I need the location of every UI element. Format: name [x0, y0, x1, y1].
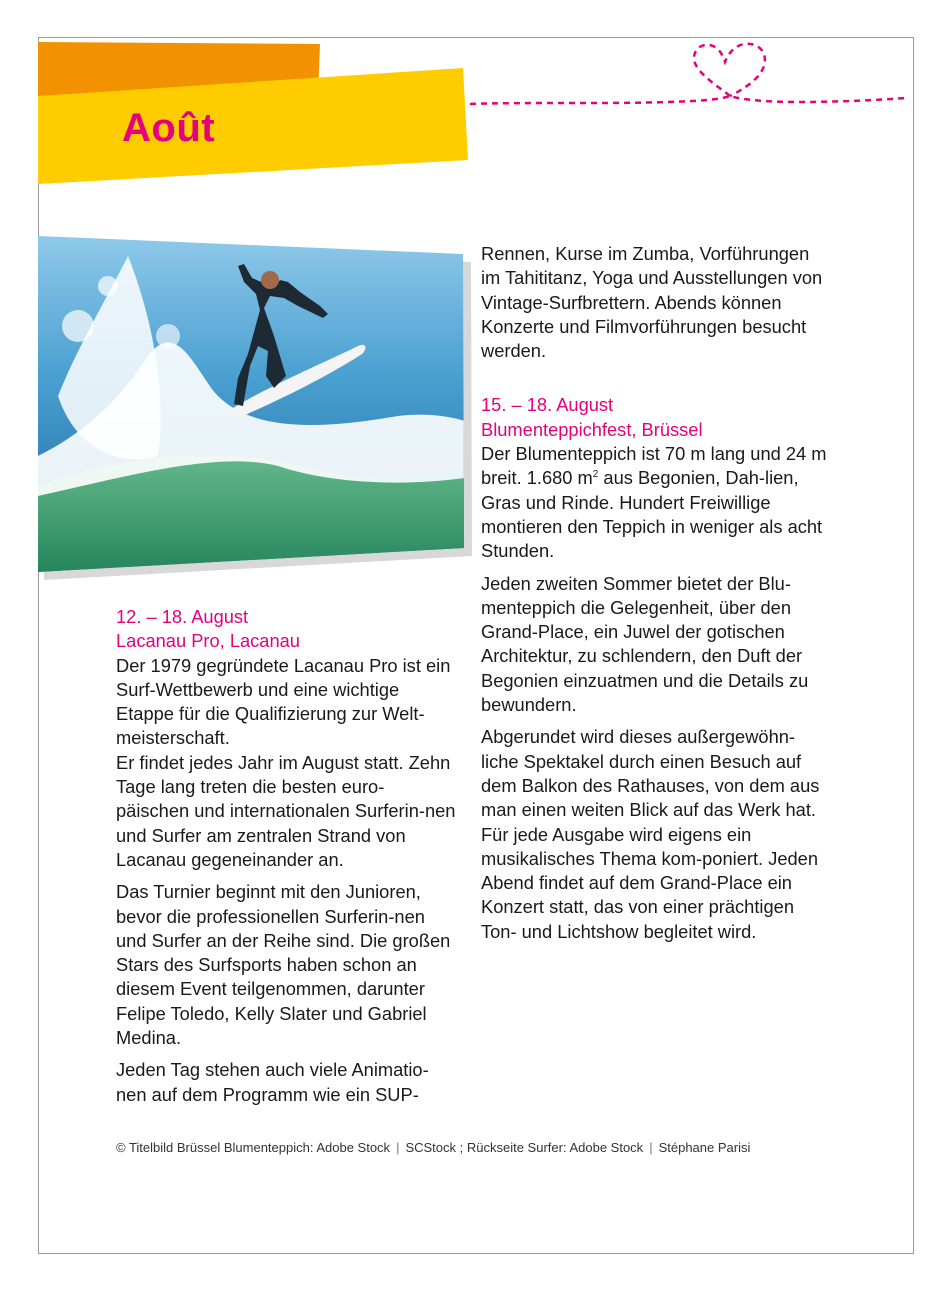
event-title: Lacanau Pro, Lacanau	[116, 630, 300, 652]
dashed-line	[470, 96, 906, 104]
photo-credits	[116, 1140, 750, 1155]
heart-icon	[694, 44, 765, 96]
paragraph: Das Turnier beginnt mit den Junioren, bevor die professionellen Surferin-nen und Surfer an der Reihe sind. Die großen Stars des Surfsports haben schon an diesem Event teilgenommen, darunter Felipe Toledo, Kelly Slater und Gabriel Medina.	[116, 881, 451, 1049]
paragraph: Rennen, Kurse im Zumba, Vorführungen im Tahititanz, Yoga und Ausstellungen von Vintage-Surfbrettern. Abends können Konzerte und Filmvorführungen besucht werden.	[481, 243, 823, 362]
credit-text: SCStock ; Rückseite Surfer: Adobe Stock	[405, 1140, 644, 1155]
credit-text: © Titelbild Brüssel Blumenteppich: Adobe Stock	[116, 1140, 391, 1155]
dashed-heart-ornament	[468, 38, 908, 118]
separator: |	[649, 1140, 653, 1155]
left-column	[116, 605, 456, 1115]
surfer-photo	[38, 236, 478, 586]
separator: |	[396, 1140, 400, 1155]
paragraph: Er findet jedes Jahr im August statt. Zehn Tage lang treten die besten euro-päischen und internationalen Surferin-nen und Surfer am zentralen Strand von Lacanau gegeneinander an.	[116, 751, 456, 870]
month-title: Août	[122, 106, 216, 150]
event-title: Blumenteppichfest, Brüssel	[481, 418, 703, 440]
paragraph: Der Blumenteppich ist 70 m lang und 24 m breit. 1.680 $m^2$ aus Begonien, Dah-lien, Gras und Rinde. Hundert Freiwillige montieren den Teppich in weniger als acht Stunden.	[481, 443, 827, 562]
title-banner	[38, 38, 478, 198]
superscript: 2	[592, 469, 599, 481]
paragraph: Jeden Tag stehen auch viele Animatio-nen auf dem Programm wie ein SUP-	[116, 1059, 429, 1105]
paragraph: Abgerundet wird dieses außergewöhn-liche Spektakel durch einen Besuch auf dem Balkon des Rathauses, von dem aus man einen weiten Blick auf das Werk hat. Für jede Ausgabe wird eigens ein musikalisches Thema kom-poniert. Jeden Abend findet auf dem Grand-Place ein Konzert statt, das von einer prächtigen Ton- und Lichtshow begleitet wird.	[481, 726, 820, 942]
event-date: 12. – 18. August	[116, 606, 249, 627]
paragraph: Der 1979 gegründete Lacanau Pro ist ein Surf-Wettbewerb und eine wichtige Etappe für die Qualifizierung zur Welt-meisterschaft.	[116, 654, 451, 749]
paragraph: Jeden zweiten Sommer bietet der Blu-menteppich die Gelegenheit, über den Grand-Place, ein Juwel der gotischen Architektur, zu schlendern, den Duft der Begonien einzuatmen und die Details zu bewundern.	[481, 572, 809, 716]
right-column	[481, 242, 831, 952]
event-date: 15. – 18. August	[481, 394, 614, 416]
credit-text: Stéphane Parisi	[658, 1140, 751, 1155]
